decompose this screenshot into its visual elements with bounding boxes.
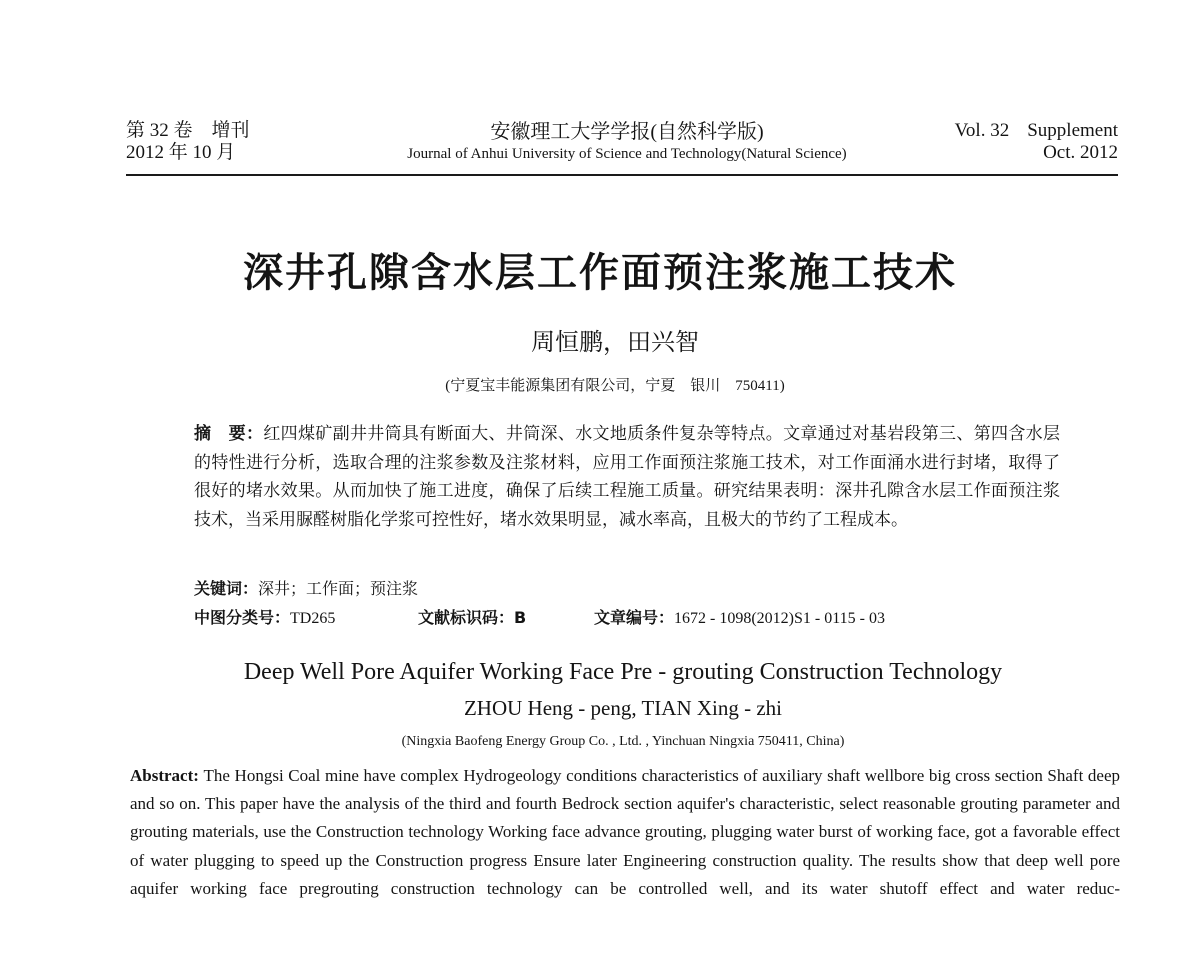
clc-number (194, 605, 418, 632)
keywords-cn-label: 关键词： (194, 579, 259, 598)
affiliation-en: (Ningxia Baofeng Energy Group Co. , Ltd. , Yinchuan Ningxia 750411, China) (401, 734, 845, 749)
supplement-en: Supplement (1027, 120, 1118, 141)
clc-label: 中图分类号： (194, 608, 291, 627)
abstract-en (130, 762, 1120, 952)
paper-title-cn: 深井孔隙含水层工作面预注浆施工技术 (243, 250, 957, 296)
header-right (955, 120, 1118, 164)
date-en: Oct. 2012 (1043, 142, 1118, 163)
abstract-en-separator: : (193, 766, 204, 785)
clc-value: TD265 (290, 610, 336, 627)
article-number (594, 605, 885, 632)
paper-title-en: Deep Well Pore Aquifer Working Face Pre - grouting Construction Technology (243, 659, 1003, 685)
journal-name-en: Journal of Anhui University of Science and Technology(Natural Science) (407, 146, 847, 162)
volume-issue-cn: 第 32 卷 增刊 (126, 120, 250, 141)
date-cn: 2012 年 10 月 (126, 142, 236, 163)
abstract-cn-text: 红四煤矿副井井筒具有断面大、井筒深、水文地质条件复杂等特点。文章通过对基岩段第三、第四含水层的特性进行分析，选取合理的注浆参数及注浆材料，应用工作面预注浆施工技术，对工作面涌水进行封堵，取得了很好的堵水效果。从而加快了施工进度，确保了后续工程施工质量。研究结果表明：深井孔隙含水层工作面预注浆技术，当采用脲醛树脂化学浆可控性好，堵水效果明显，减水率高，且极大的节约了工程成本。 (194, 424, 1061, 529)
classification-line (194, 605, 1060, 632)
article-number-value: 1672 - 1098(2012)S1 - 0115 - 03 (674, 610, 885, 627)
abstract-cn-label: 摘 要： (194, 424, 264, 444)
abstract-en-label: Abstract (130, 766, 194, 785)
abstract-cn (194, 420, 1060, 534)
article-number-label: 文章编号： (594, 608, 675, 627)
running-header (126, 120, 1118, 172)
abstract-en-text: The Hongsi Coal mine have complex Hydrogeology conditions characteristics of auxiliary shaft wellbore big cross section Shaft deep and so on. This paper have the analysis of the third and fourth Bedrock section aquifer's characteristic, select reasonable grouting parameter and grouting materials, use the Construction technology Working face advance grouting, plugging water burst of working face, got a favorable effect of water plugging to speed up the Construction progress Ensure later Engineering construction quality. The results show that deep well pore aquifer working face pregrouting construction technology can be controlled well, and its water shutoff effect and water reduc- (130, 766, 1120, 898)
document-code (418, 605, 594, 632)
header-rule (126, 174, 1118, 176)
volume-row-en (955, 120, 1118, 142)
affiliation-cn: (宁夏宝丰能源集团有限公司，宁夏 银川 750411) (445, 378, 785, 394)
authors-en: ZHOU Heng - peng, TIAN Xing - zhi (463, 696, 783, 720)
volume-en: Vol. 32 (954, 120, 1010, 141)
journal-name-cn: 安徽理工大学学报(自然科学版) (490, 121, 764, 143)
authors-cn: 周恒鹏，田兴智 (531, 330, 699, 356)
keywords-cn-text: 深井；工作面；预注浆 (258, 581, 419, 598)
keywords-cn (194, 577, 1060, 602)
doc-code-label: 文献标识码： (418, 608, 515, 627)
doc-code-value: B (514, 608, 527, 627)
